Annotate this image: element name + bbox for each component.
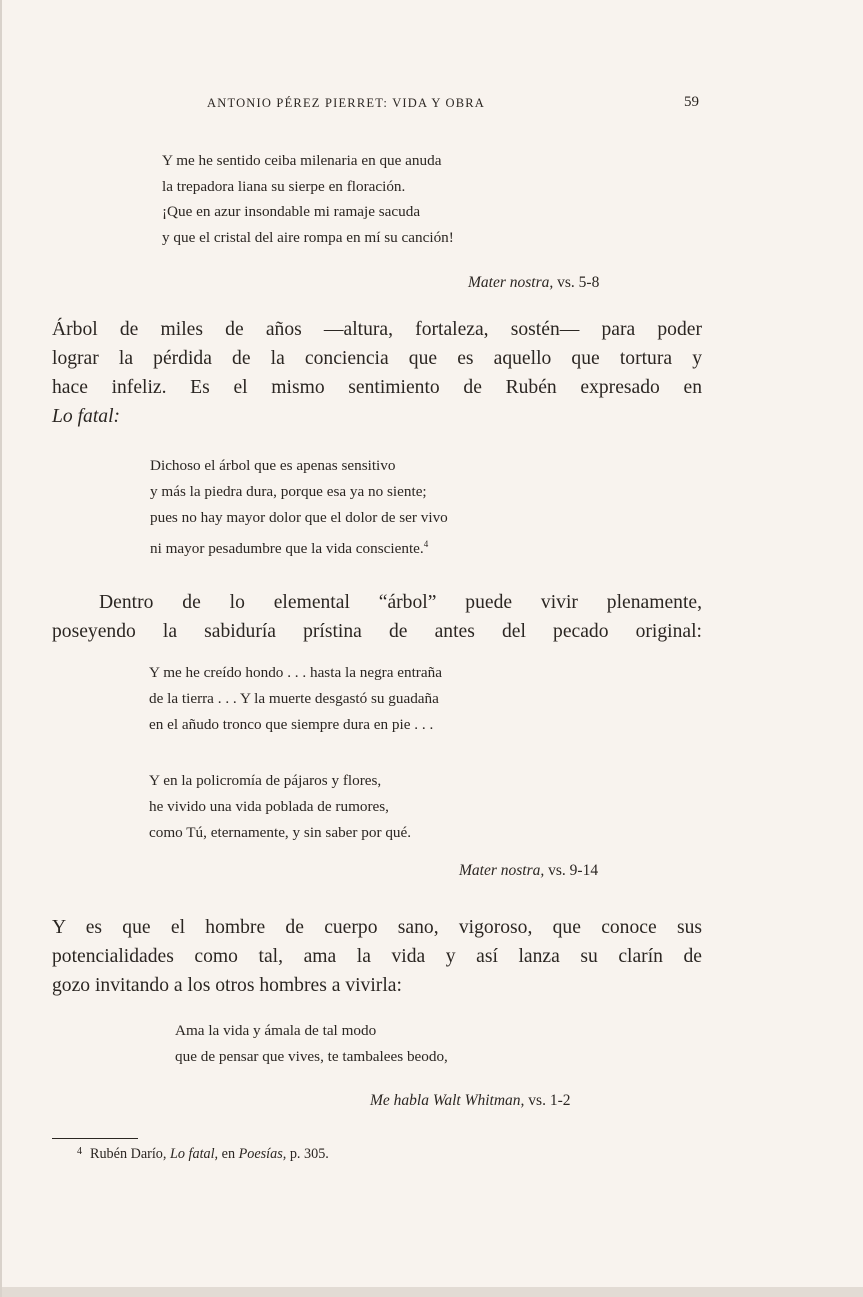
verse-block-3-stanza-1 bbox=[149, 660, 442, 738]
citation-2 bbox=[459, 862, 598, 880]
prose-line: Y es que el hombre de cuerpo sano, vigoroso, que conoce sus bbox=[52, 917, 702, 938]
verse-line: ¡Que en azur insondable mi ramaje sacuda bbox=[162, 203, 421, 221]
verse-block-1 bbox=[162, 148, 454, 251]
citation-3 bbox=[370, 1092, 571, 1110]
verse-line: como Tú, eternamente, y sin saber por qué. bbox=[149, 824, 412, 841]
paragraph-2 bbox=[52, 588, 702, 646]
verse-line: Y en la policromía de pájaros y flores, bbox=[149, 772, 382, 789]
footnote-divider bbox=[52, 1138, 138, 1139]
verse-block-4 bbox=[175, 1018, 448, 1070]
scan-edge bbox=[2, 1287, 863, 1297]
footnote-page: p. 305. bbox=[289, 1146, 329, 1162]
citation-ref: vs. 5-8 bbox=[557, 274, 600, 291]
citation-title: Me habla Walt Whitman, bbox=[370, 1092, 525, 1109]
citation-title: Mater nostra, bbox=[459, 862, 545, 879]
citation-ref: vs. 9-14 bbox=[548, 862, 599, 879]
verse-line: la trepadora liana su sierpe en floración. bbox=[162, 177, 406, 195]
citation-title: Mater nostra, bbox=[468, 274, 554, 291]
verse-block-2 bbox=[150, 453, 448, 562]
prose-line: potencialidades como tal, ama la vida y así lanza su clarín de bbox=[52, 946, 702, 967]
verse-line: pues no hay mayor dolor que el dolor de ser vivo bbox=[150, 509, 448, 526]
paragraph-3 bbox=[52, 913, 702, 1000]
running-header: ANTONIO PÉREZ PIERRET: VIDA Y OBRA bbox=[207, 96, 486, 110]
citation-1 bbox=[468, 274, 599, 292]
verse-line: Y me he sentido ceiba milenaria en que anuda bbox=[162, 152, 442, 169]
footnote-reference: 4 bbox=[423, 539, 429, 549]
verse-line: de la tierra . . . Y la muerte desgastó su guadaña bbox=[149, 690, 439, 707]
prose-line: gozo invitando a los otros hombres a vivirla: bbox=[52, 975, 402, 996]
footnote-author: Rubén Darío, bbox=[90, 1146, 167, 1162]
footnote-number: 4 bbox=[77, 1146, 82, 1157]
prose-line: hace infeliz. Es el mismo sentimiento de Rubén expresado en bbox=[52, 377, 702, 398]
footnote-work: Lo fatal, bbox=[170, 1146, 219, 1162]
verse-line: en el añudo tronco que siempre dura en pie . . . bbox=[149, 716, 434, 733]
footnote bbox=[77, 1146, 329, 1163]
citation-ref: vs. 1-2 bbox=[528, 1092, 571, 1109]
prose-line: Dentro de lo elemental “árbol” puede vivir plenamente, bbox=[99, 592, 702, 613]
verse-line: que de pensar que vives, te tambalees beodo, bbox=[175, 1048, 448, 1065]
verse-line: Ama la vida y ámala de tal modo bbox=[175, 1022, 377, 1039]
verse-line: y más la piedra dura, porque esa ya no siente; bbox=[150, 483, 427, 500]
footnote-in: en bbox=[221, 1146, 236, 1162]
prose-line: poseyendo la sabiduría prístina de antes del pecado original: bbox=[52, 621, 702, 642]
verse-block-3-stanza-2 bbox=[149, 768, 411, 846]
verse-line bbox=[150, 531, 448, 562]
verse-line: Y me he creído hondo . . . hasta la negra entraña bbox=[149, 664, 442, 681]
paragraph-1 bbox=[52, 315, 702, 431]
verse-line: y que el cristal del aire rompa en mí su canción! bbox=[162, 229, 454, 247]
prose-line: Lo fatal: bbox=[52, 406, 121, 427]
prose-line: Árbol de miles de años —altura, fortaleza, sostén— para poder bbox=[52, 319, 702, 340]
verse-line-text: ni mayor pesadumbre que la vida consciente. bbox=[150, 540, 424, 558]
footnote-book: Poesías, bbox=[238, 1146, 287, 1162]
verse-line: Dichoso el árbol que es apenas sensitivo bbox=[150, 457, 396, 474]
prose-line: lograr la pérdida de la conciencia que es aquello que tortura y bbox=[52, 348, 702, 369]
page-number: 59 bbox=[684, 94, 699, 110]
verse-line: he vivido una vida poblada de rumores, bbox=[149, 798, 389, 815]
